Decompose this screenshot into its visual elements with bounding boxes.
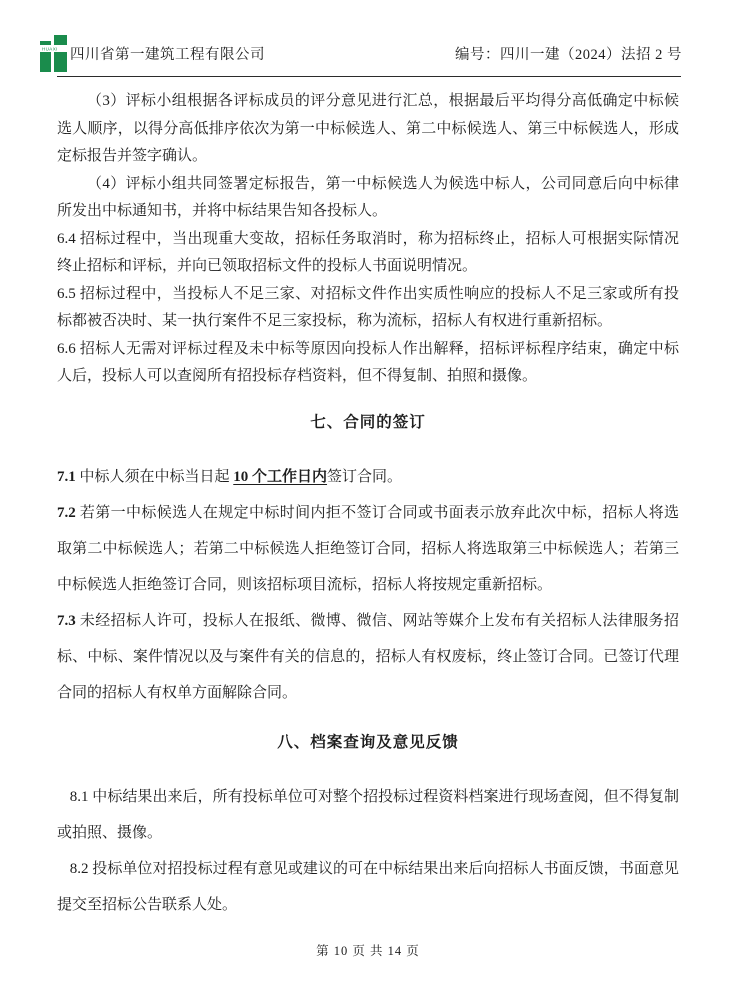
clause-number-7-3: 7.3 — [57, 612, 76, 629]
paragraph-7-3-text: 未经招标人许可，投标人在报纸、微博、微信、网站等媒介上发布有关招标人法律服务招标、中标、案件情况以及与案件有关的信息的，招标人有权废标，终止签订合同。已签订代理合同的招标人有权单方面解除合同。 — [57, 612, 679, 701]
paragraph-7-1 — [57, 459, 679, 495]
company-name: 四川省第一建筑工程有限公司 — [70, 47, 265, 63]
paragraph-7-1-deadline-emphasis: 10 个工作日内 — [233, 468, 328, 485]
clause-number-7-2: 7.2 — [57, 504, 76, 521]
page-number: 第 10 页 共 14 页 — [316, 944, 420, 958]
clause-number-7-1: 7.1 — [57, 468, 76, 485]
page-footer — [0, 941, 736, 959]
paragraph-7-1-text-a: 中标人须在中标当日起 — [75, 468, 234, 485]
doc-number: 编号：四川一建（2024）法招 2 号 — [455, 47, 682, 63]
paragraph-6-4: 6.4 招标过程中，当出现重大变故，招标任务取消时，称为招标终止，招标人可根据实际情况终止招标和评标，并向已领取招标文件的投标人书面说明情况。 — [57, 230, 679, 274]
page-header — [40, 35, 682, 72]
paragraph-7-3 — [57, 603, 679, 711]
paragraph-8-2: 8.2 投标单位对招投标过程有意见或建议的可在中标结果出来后向招标人书面反馈，书面意见提交至招标公告联系人处。 — [57, 860, 679, 913]
paragraph-7-1-text-c: 签订合同。 — [327, 468, 403, 485]
paragraph-eval-4: （4）评标小组共同签署定标报告，第一中标候选人为候选中标人，公司同意后向中标律所发出中标通知书，并将中标结果告知各投标人。 — [57, 175, 679, 219]
paragraph-6-5: 6.5 招标过程中，当投标人不足三家、对招标文件作出实质性响应的投标人不足三家或所有投标都被否决时、某一执行案件不足三家投标，称为流标，招标人有权进行重新招标。 — [57, 285, 679, 329]
company-brand — [40, 35, 265, 72]
svg-text:HUAXI: HUAXI — [42, 46, 58, 52]
section-heading-7: 七、合同的签订 — [310, 413, 426, 431]
section-heading-8: 八、档案查询及意见反馈 — [277, 733, 459, 751]
header-divider — [57, 76, 681, 77]
company-logo-icon — [40, 35, 67, 72]
document-body — [57, 88, 679, 923]
paragraph-6-6: 6.6 招标人无需对评标过程及未中标等原因向投标人作出解释，招标评标程序结束，确定中标人后，投标人可以查阅所有招投标存档资料，但不得复制、拍照和摄像。 — [57, 340, 679, 384]
paragraph-7-2 — [57, 495, 679, 603]
paragraph-7-2-text: 若第一中标候选人在规定中标时间内拒不签订合同或书面表示放弃此次中标，招标人将选取第二中标候选人；若第二中标候选人拒绝签订合同，招标人将选取第三中标候选人；若第三中标候选人拒绝签订合同，则该招标项目流标，招标人将按规定重新招标。 — [57, 504, 679, 593]
paragraph-eval-3: （3）评标小组根据各评标成员的评分意见进行汇总，根据最后平均得分高低确定中标候选人顺序，以得分高低排序依次为第一中标候选人、第二中标候选人、第三中标候选人，形成定标报告并签字确认。 — [57, 93, 679, 164]
paragraph-8-1: 8.1 中标结果出来后，所有投标单位可对整个招投标过程资料档案进行现场查阅，但不得复制或拍照、摄像。 — [57, 788, 679, 841]
